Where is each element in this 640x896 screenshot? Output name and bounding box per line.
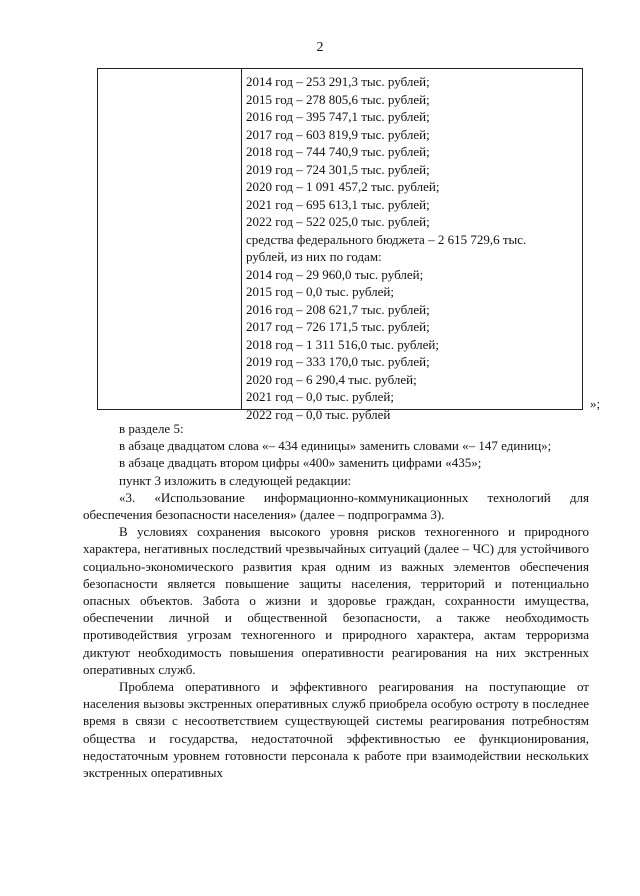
table-line: 2017 год – 603 819,9 тыс. рублей; xyxy=(246,126,430,142)
table-line: 2016 год – 208 621,7 тыс. рублей; xyxy=(246,301,430,317)
page-number: 2 xyxy=(316,40,324,55)
paragraph: в абзаце двадцать втором цифры «400» заменить цифрами «435»; xyxy=(119,455,482,471)
table-line: 2022 год – 522 025,0 тыс. рублей; xyxy=(246,214,430,229)
paragraph: Проблема оперативного и эффективного реагирования на поступающие от населения вызовы экстренных оперативных служб приобрела особую остроту в последнее время в связи с несоответствием существующей системы реагирования потребностям общества и государства, недостаточной эффективностью ее функционирования, недостаточным уровнем готовности персонала к работе при взаимодействии нескольких экстренных оперативных xyxy=(83,679,589,781)
table-line: 2019 год – 724 301,5 тыс. рублей; xyxy=(246,161,430,177)
table-line: 2015 год – 0,0 тыс. рублей; xyxy=(246,284,394,299)
table-line: 2017 год – 726 171,5 тыс. рублей; xyxy=(246,319,430,334)
paragraph: В условиях сохранения высокого уровня рисков техногенного и природного характера, негативных последствий чрезвычайных ситуаций (далее – ЧС) для устойчивого социально-экономического развития края одним из важных элементов обеспечения безопасности является повышение защиты населения, территорий и потенциально опасных объектов. Забота о жизни и здоровье граждан, сохранности имущества, обеспечении личной и общественной безопасности, а также необходимость противодействия угрозам техногенного и природного характера, актам терроризма диктуют необходимость повышения оперативности реагирования на них экстренных оперативных служб. xyxy=(83,524,589,677)
table-line: 2019 год – 333 170,0 тыс. рублей; xyxy=(246,354,430,369)
budget-lines xyxy=(246,73,578,423)
table-column-divider xyxy=(241,69,242,409)
table-line: 2016 год – 395 747,1 тыс. рублей; xyxy=(246,109,430,124)
table-line: 2014 год – 29 960,0 тыс. рублей; xyxy=(246,266,424,282)
table-line: 2018 год – 744 740,9 тыс. рублей; xyxy=(246,144,430,159)
paragraph: «3. «Использование информационно-коммуникационных технологий для обеспечения безопасности населения» (далее – подпрограмма 3). xyxy=(83,489,589,523)
table-line: 2021 год – 695 613,1 тыс. рублей; xyxy=(246,196,430,212)
paragraph: в абзаце двадцатом слова «– 434 единицы» заменить словами «– 147 единиц»; xyxy=(119,438,552,454)
table-line: 2022 год – 0,0 тыс. рублей xyxy=(246,406,391,422)
table-line: 2018 год – 1 311 516,0 тыс. рублей; xyxy=(246,336,439,352)
table-line: средства федерального бюджета – 2 615 729,6 тыс. xyxy=(246,231,527,247)
table-line: 2015 год – 278 805,6 тыс. рублей; xyxy=(246,91,430,107)
table-line: рублей, из них по годам: xyxy=(246,249,382,264)
table-closing-quote: »; xyxy=(590,396,601,411)
table-line: 2021 год – 0,0 тыс. рублей; xyxy=(246,389,394,404)
table-line: 2020 год – 6 290,4 тыс. рублей; xyxy=(246,371,417,387)
budget-table xyxy=(97,68,583,422)
document-body xyxy=(83,420,589,781)
paragraph: пункт 3 изложить в следующей редакции: xyxy=(119,472,352,488)
paragraph: в разделе 5: xyxy=(119,421,184,436)
table-line: 2014 год – 253 291,3 тыс. рублей; xyxy=(246,74,430,89)
table-line: 2020 год – 1 091 457,2 тыс. рублей; xyxy=(246,179,440,194)
